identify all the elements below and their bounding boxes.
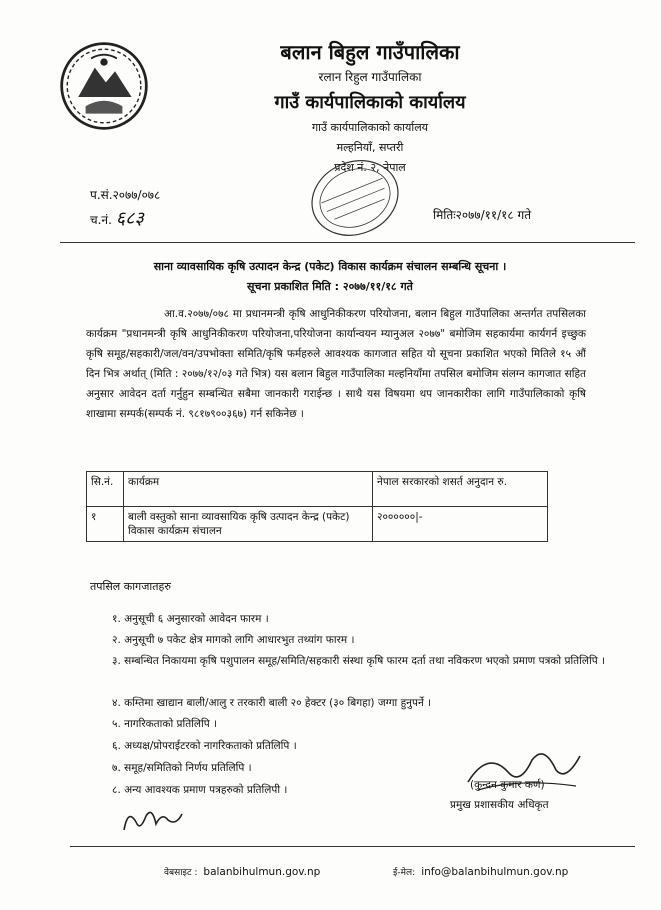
- list-item: ४. कम्तिमा खाद्यान बाली/आलु र तरकारी बाली २० हेक्टर (३० बिगहा) जग्गा हुनुपर्ने ।: [112, 697, 432, 709]
- dispatch-number-label: च.नं.: [90, 213, 112, 227]
- dispatch-number-value: ६८३: [115, 208, 144, 229]
- reference-number-value: २०७७/०७८: [112, 188, 161, 202]
- list-item: ३. सम्बन्धित निकायमा कृषि पशुपालन समूह/समिति/सहकारी संस्था कृषि फारम दर्ता तथा नविकरण भएको प्रमाण पत्रको प्रतिलिपि ।: [112, 655, 606, 667]
- municipality-name-alt: रलान रिहुल गाउँपालिका: [318, 70, 422, 84]
- list-item: ५. नागरिकताको प्रतिलिपि ।: [112, 718, 218, 730]
- office-location: मल्हनियाँ, सप्तरी: [336, 141, 404, 154]
- notice-body: [86, 304, 586, 424]
- office-name: गाउँ कार्यपालिकाको कार्यालय: [274, 92, 466, 113]
- office-stamp-icon: [300, 148, 410, 248]
- issue-date: [433, 206, 531, 223]
- signatory-name: (कुन्दन कुमार कर्ण): [470, 779, 545, 791]
- email-link[interactable]: info@balanbihulmun.gov.np: [421, 866, 569, 878]
- row-program: बाली वस्तुको साना व्यावसायिक कृषि उत्पादन केन्द्र (पकेट) विकास कार्यक्रम संचालन: [124, 507, 373, 542]
- dispatch-number: [90, 206, 144, 230]
- documents-title: तपसिल कागजातहरु: [90, 580, 171, 593]
- nepal-emblem-icon: [58, 40, 150, 132]
- initials-signature-icon: [118, 802, 188, 838]
- list-item: ७. समूह/समितिको निर्णय प्रतिलिपि ।: [112, 762, 252, 774]
- header-program: कार्यक्रम: [124, 472, 373, 507]
- table-row: [87, 507, 548, 542]
- footer-email: [393, 865, 568, 878]
- row-serial: १: [87, 507, 124, 542]
- list-item: १. अनुसूची ६ अनुसारको आवेदन फारम ।: [112, 613, 269, 625]
- province-line: प्रदेश नं. २, नेपाल: [334, 161, 406, 174]
- header-divider: [60, 242, 635, 243]
- signatory-title: प्रमुख प्रशासकीय अधिकृत: [450, 799, 549, 811]
- table-header-row: [87, 472, 548, 507]
- website-link[interactable]: balanbihulmun.gov.np: [203, 866, 321, 878]
- email-label: ई-मेल:: [393, 868, 416, 878]
- footer-website: [164, 865, 320, 878]
- grant-table: [86, 471, 548, 542]
- header-grant: नेपाल सरकारको शसर्त अनुदान रु.: [373, 472, 548, 507]
- officer-signature-icon: [458, 742, 588, 802]
- reference-number-label: प.सं.: [90, 188, 113, 202]
- footer-divider: [70, 846, 635, 847]
- reference-number: [90, 186, 160, 203]
- row-grant: २००००००|-: [373, 507, 548, 542]
- published-date-value: २०७७/११/१८ गते: [342, 280, 413, 293]
- published-date-label: सूचना प्रकाशित मिति :: [247, 280, 340, 293]
- website-label: वेबसाइट :: [164, 868, 198, 878]
- municipality-name: बलान बिहुल गाउँपालिका: [280, 40, 460, 64]
- list-item: ६. अध्यक्ष/प्रोपराईटरको नागरिकताको प्रतिलिपि ।: [112, 740, 297, 752]
- issue-date-label: मितिः: [433, 208, 456, 222]
- office-name-alt: गाउँ कार्यपालिकाको कार्यालय: [311, 121, 429, 134]
- header-serial: सि.नं.: [87, 472, 124, 507]
- notice-body-text: आ.व.२०७७/०७८ मा प्रधानमन्त्री कृषि आधुनिकीकरण परियोजना, बलान बिहुल गाउँपालिका अन्तर्गत तपसिलका कार्यक्रम "प्रधानमन्त्री कृषि आधुनिकीकरण परियोजना,परियोजना कार्यान्वयन म्यानुअल २०७७" बमोजिम सहकार्यमा कार्यगर्न इच्छुक कृषि समूह/सहकारी/जल/वन/उपभोक्ता समिति/कृषि फर्महरुले आवश्यक कागजात सहित यो सूचना प्रकाशित भएको मितिले १५ औं दिन भित्र अर्थात् (मिति : २०७७/१२/०३ गते भित्र) यस बलान बिहुल गाउँपालिका मल्हनियाँमा तपसिल बमोजिम संलग्न कागजात सहित अनुसार आवेदन दर्ता गर्नुहुन सम्बन्धित सबैमा जानकारी गराईन्छ । साथै यस विषयमा थप जानकारीका लागि गाउँपालिकाको कृषि शाखामा सम्पर्क(सम्पर्क नं. ९८१७९००३६७) गर्न सकिनेछ ।: [86, 308, 586, 420]
- list-item: ८. अन्य आवश्यक प्रमाण पत्रहरुको प्रतिलिपी ।: [112, 784, 288, 796]
- notice-subject: साना व्यावसायिक कृषि उत्पादन केन्द्र (पकेट) विकास कार्यक्रम संचालन सम्बन्धि सूचना ।: [153, 260, 507, 273]
- list-item: २. अनुसूची ७ पकेट क्षेत्र मागको लागि आधारभुत तथ्यांग फारम ।: [112, 634, 355, 646]
- published-date-line: [70, 279, 590, 294]
- issue-date-value: २०७७/११/१८ गते: [455, 208, 532, 222]
